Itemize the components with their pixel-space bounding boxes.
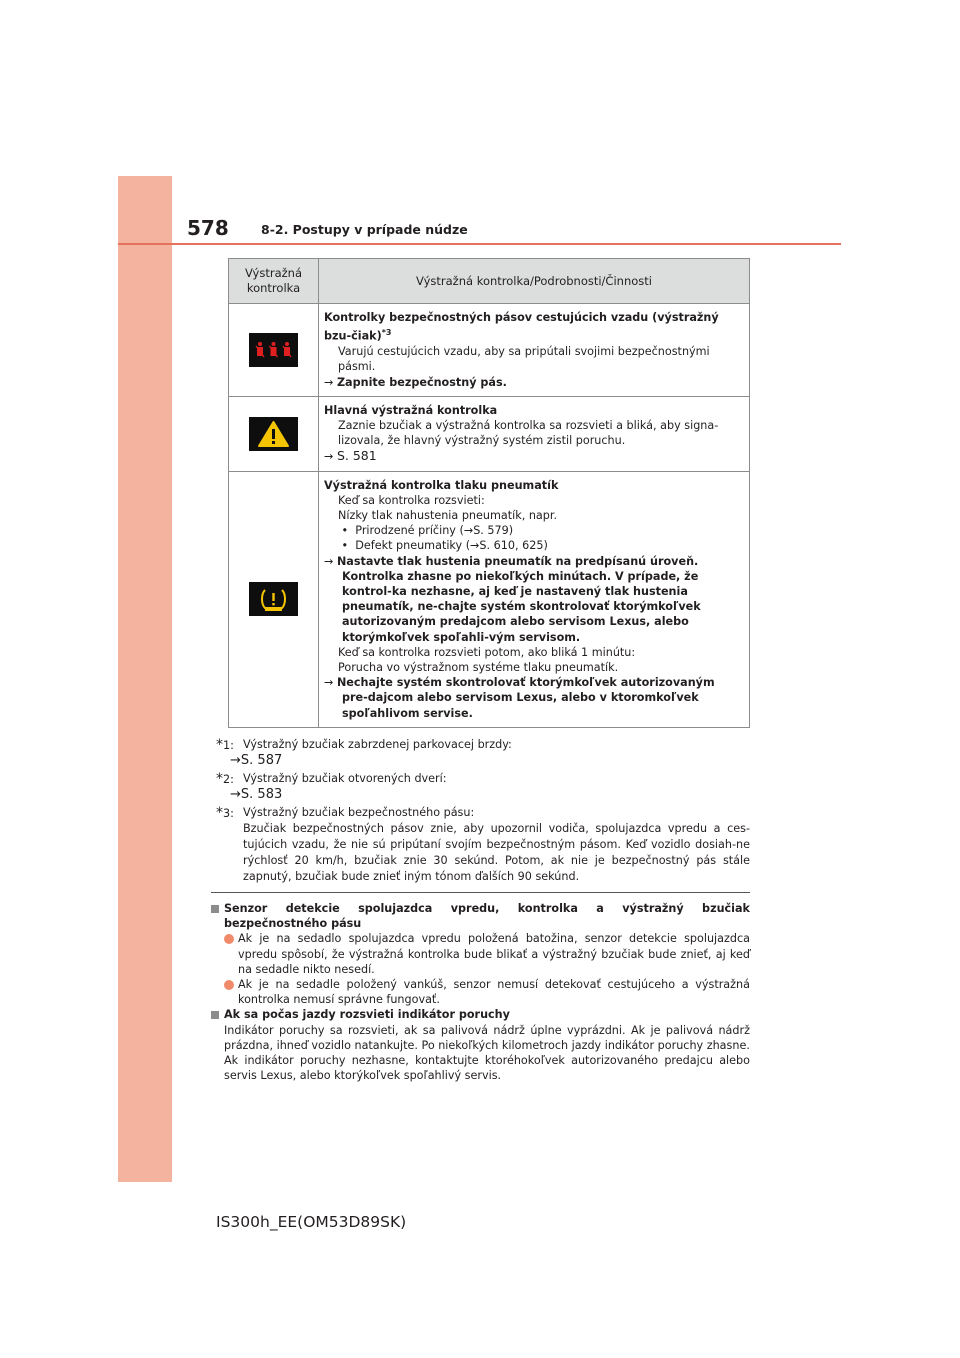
page-side-tab bbox=[118, 176, 172, 1182]
header-rule bbox=[118, 243, 841, 245]
row-action: Nastavte tlak hustenia pneumatík na predpísanú úroveň. Kontrolka zhasne po niekoľkých minútach. V prípade, že kontrol-ka nezhasne, aj keď je nastavený tlak hustenia pneumatík, ne-chajte systém skontrolovať ktorýmkoľvek autorizovaným predajcom alebo servisom Lexus, alebo ktorýmkoľvek spoľahli-vým servisom. bbox=[336, 554, 701, 644]
page-reference: S. 587 bbox=[240, 753, 283, 768]
rear-seatbelt-reminder-icon bbox=[249, 333, 298, 367]
row-line: Keď sa kontrolka rozsvieti potom, ako bliká 1 minútu: bbox=[338, 645, 636, 659]
row-title: Kontrolky bezpečnostných pásov cestujúcich vzadu (výstražný bzu-čiak) bbox=[324, 311, 719, 343]
footnote: *3: Výstražný bzučiak bezpečnostného pásu: Bzučiak bezpečnostných pásov znie, aby upozornil vodiča, spolujazdca vpredu a ces-tujúcich vzadu, že nie sú pripútaní svojím bezpečnostným pásom. Keď vozidlo dosiah-ne rýchlosť 20 km/h, bzučiak znie 30 sekúnd. Potom, ak nie je bezpečnostný pás stále zapnutý, bzučiak bude znieť iným tónom ďalších 90 sekúnd. bbox=[216, 805, 750, 883]
row-action: Nechajte systém skontrolovať ktorýmkoľvek autorizovaným pre-dajcom alebo servisom Lexus, alebo v ktoromkoľvek spoľahlivom servise. bbox=[336, 676, 715, 720]
list-item: • Prirodzené príčiny (→S. 579) bbox=[338, 524, 514, 538]
note-paragraph: Indikátor poruchy sa rozsvieti, ak sa palivová nádrž úplne vyprázdni. Ak je palivová nádrž prázdna, ihneď vozidlo natankujte. Po niekoľkých kilometroch jazdy indikátor poruchy zhasne. bbox=[224, 1023, 750, 1052]
table-row: Hlavná výstražná kontrolka Zaznie bzučiak a výstražná kontrolka sa rozsvieti a bliká, aby signa-lizovala, že hlavný výstražný systém zistil poruchu. → S. 581 bbox=[229, 396, 750, 471]
warning-light-table bbox=[228, 258, 750, 728]
table-row: Kontrolky bezpečnostných pásov cestujúcich vzadu (výstražný bzu-čiak)$^{*3}$ Varujú cestujúcich vzadu, aby sa pripútali svojimi bezpečnostnými pásmi. → Zapnite bezpečnostný pás. bbox=[229, 304, 750, 397]
divider bbox=[211, 892, 750, 893]
column-header-light: Výstražná kontrolka bbox=[229, 259, 319, 304]
section-title: 8-2. Postupy v prípade núdze bbox=[261, 222, 468, 237]
master-warning-icon bbox=[249, 417, 298, 451]
list-item: Ak je na sedadle položený vankúš, senzor nemusí detekovať cestujúceho a výstražná kontrolka nemusí správne fungovať. bbox=[211, 977, 750, 1007]
table-row: Výstražná kontrolka tlaku pneumatík Keď sa kontrolka rozsvieti: Nízky tlak nahustenia pneumatík, napr. • Prirodzené príčiny (→S. 579) • Defekt pneumatiky (→S. 610, 625) → Nastavte tlak hustenia pneumatík na predpísanú úroveň. Kontrolka zhasne po niekoľkých minútach. V prípade, že kontrol-ka nezhasne, aj keď je nastavený tlak hustenia pneumatík, ne-chajte systém skontrolovať ktorýmkoľvek autorizovaným predajcom alebo servisom Lexus, alebo ktorýmkoľvek spoľahli-vým servisom. Keď sa kontrolka rozsvieti potom, ako bliká 1 minútu: Porucha vo výstražnom systéme tlaku pneumatík. → Nechajte systém skontrolovať ktorýmkoľvek autorizovaným pre-dajcom alebo servisom Lexus, alebo v ktoromkoľvek spoľahlivom servise. bbox=[229, 471, 750, 727]
tire-pressure-warning-icon bbox=[249, 582, 298, 616]
row-title: Výstražná kontrolka tlaku pneumatík bbox=[324, 478, 559, 492]
row-title: Hlavná výstražná kontrolka bbox=[324, 403, 498, 417]
footnote: *1: Výstražný bzučiak zabrzdenej parkovacej brzdy: →S. 587 bbox=[216, 737, 512, 768]
row-line: Porucha vo výstražnom systéme tlaku pneumatík. bbox=[338, 661, 619, 674]
list-item: Ak je na sedadlo spolujazdca vpredu položená batožina, senzor detekcie spolujazdca vpredu spôsobí, že výstražná kontrolka bude blikať a výstražný bzučiak bude znieť, aj keď na sedadle nikto nesedí. bbox=[211, 931, 750, 977]
page-reference: S. 583 bbox=[240, 787, 283, 802]
row-description: Zaznie bzučiak a výstražná kontrolka sa rozsvieti a bliká, aby signa-lizovala, že hlavný výstražný systém zistil poruchu. bbox=[338, 418, 719, 448]
row-action: Zapnite bezpečnostný pás. bbox=[336, 375, 507, 389]
note-heading: Senzor detekcie spolujazdca vpredu, kontrolka a výstražný bzučiak bezpečnostného pásu bbox=[211, 901, 750, 931]
note-paragraph: Ak indikátor poruchy nezhasne, kontaktujte ktoréhokoľvek autorizovaného predajcu alebo servis Lexus, alebo ktorýkoľvek spoľahlivý servis. bbox=[224, 1054, 750, 1083]
row-line: Nízky tlak nahustenia pneumatík, napr. bbox=[338, 508, 558, 522]
footnote: *2: Výstražný bzučiak otvorených dverí: →S. 583 bbox=[216, 771, 447, 802]
column-header-details: Výstražná kontrolka/Podrobnosti/Činnosti bbox=[319, 259, 750, 304]
page-reference: S. 581 bbox=[336, 448, 377, 464]
notes-section bbox=[211, 901, 750, 1083]
row-description: Varujú cestujúcich vzadu, aby sa pripútali svojimi bezpečnostnými pásmi. bbox=[338, 345, 710, 374]
note-heading: Ak sa počas jazdy rozsvieti indikátor poruchy bbox=[211, 1007, 750, 1022]
page-number: 578 bbox=[187, 216, 229, 240]
list-item: • Defekt pneumatiky (→S. 610, 625) bbox=[338, 539, 548, 553]
footnote-detail: Bzučiak bezpečnostných pásov znie, aby upozornil vodiča, spolujazdca vpredu a ces-tujúcich vzadu, že nie sú pripútaní svojím bezpečnostným pásom. Keď vozidlo dosiah-ne rýchlosť 20 km/h, bzučiak znie 30 sekúnd. Potom, ak nie je bezpečnostný pás stále zapnutý, bzučiak bude znieť iným tónom ďalších 90 sekúnd. bbox=[243, 822, 750, 883]
row-line: Keď sa kontrolka rozsvieti: bbox=[338, 493, 485, 507]
document-code: IS300h_EE(OM53D89SK) bbox=[216, 1213, 407, 1231]
